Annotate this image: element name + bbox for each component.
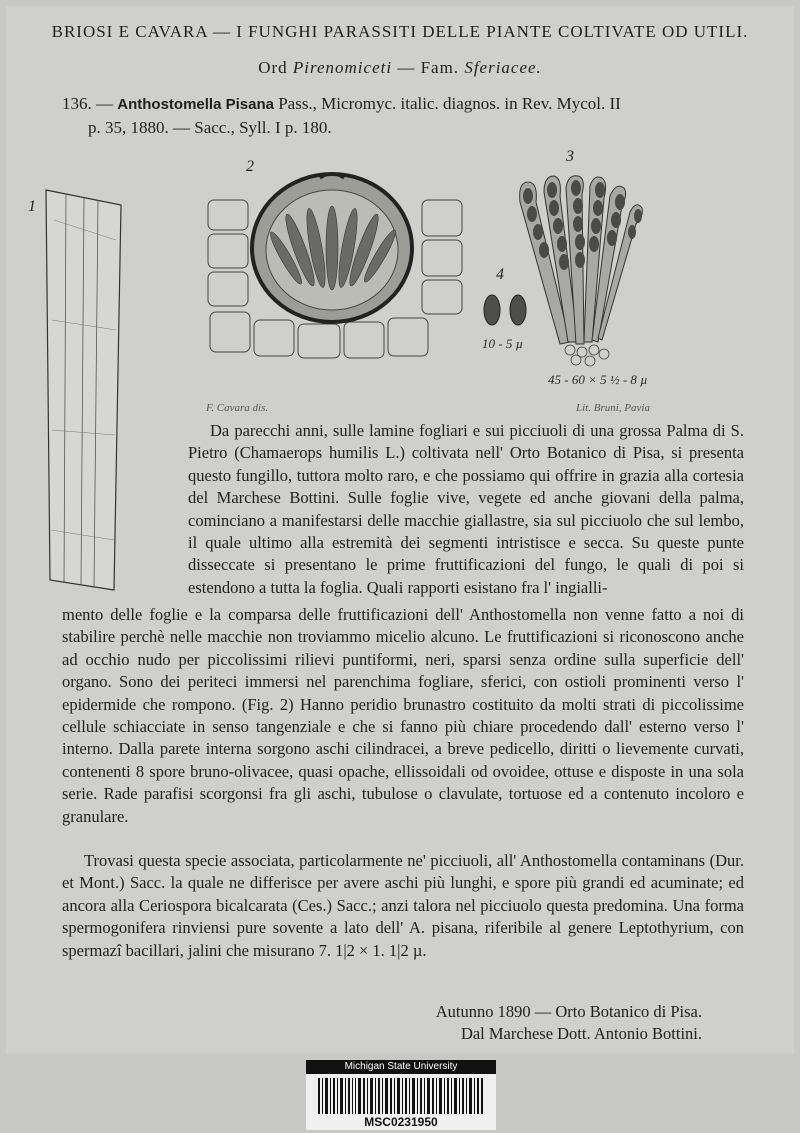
citation-line1: Pass., Micromyc. italic. diagnos. in Rev. Mycol. II — [278, 94, 621, 113]
paragraph-1-part-2: mento delle foglie e la comparsa delle fruttificazioni dell' Anthostomella non venne fatto a noi di stabilire perchè nelle macchie non troviammo micelio alcuno. Le fruttificazioni si riconoscono anche ad occhio nudo per piccolissimi rilievi puntiformi, neri, sparsi senza ordine sulla superficie dell' organo. Sono dei periteci immersi nel parenchima fogliare, sferici, con ostioli prominenti verso l' epidermide che rompono. (Fig. 2) Hanno peridio brunastro costituito da molti strati di piccolissime cellule schiacciate in senso tangenziale e che si fanno più chiare procedendo dall' esterno verso l' interno. Dalla parete interna sorgono aschi cilindracei, a breve pedicello, diritti o lievemente curvati, contenenti 8 spore bruno-olivacee, quasi opache, ellissoidali od ovoidee, ottuse e disposte in una sola serie. Rade parafisi scorgonsi fra gli aschi, tubulose o clavulate, tortuose ed a contenuto incoloro e granulare. — [62, 605, 744, 826]
figure-3-asci-drawing — [500, 172, 660, 372]
barcode-label — [306, 1060, 496, 1130]
figure-3-number: 3 — [566, 148, 574, 165]
figure-2-perithecium-drawing — [200, 170, 470, 370]
barcode-id: MSC0231950 — [364, 1115, 438, 1129]
paragraph-1-part-1: Da parecchi anni, sulle lamine fogliari e sui picciuoli di una grossa Palma di S. Pietro (Chamaerops humilis L.) coltivata nell' Orto Botanico di Pisa, si presenta questo fungillo, tuttora molto raro, e che possiamo qui offrire in grazia alla cortesia del Marchese Bottini. Sulle foglie vive, vegete ed anche giovani della palma, cominciano a manifestarsi delle macchie giallastre, sia sul picciuolo che sul lembo, il quale ultimo alla estremità dei segmenti intristisce e secca. Su queste punte disseccate si presentano le prime fruttificazioni del fungo, le quali di poi si estendono a tutta la foglia. Quali rapporti esistano fra l' ingialli- — [188, 421, 744, 597]
series-title: BRIOSI E CAVARA — I FUNGHI PARASSITI DELLE PIANTE COLTIVATE OD UTILI. — [51, 22, 749, 41]
family-name: Sferiacee. — [464, 58, 542, 77]
signature-date-place: Autunno 1890 — Orto Botanico di Pisa. — [435, 1002, 702, 1021]
species-citation — [62, 92, 762, 139]
order-name: Pirenomiceti — [292, 58, 393, 77]
figure-3-size: 45 - 60 × 5 ½ - 8 µ — [548, 372, 648, 387]
citation-line2: p. 35, 1880. — Sacc., Syll. I p. 180. — [88, 118, 332, 137]
figure-4-size: 10 - 5 µ — [482, 336, 524, 351]
figure-1-number: 1 — [28, 198, 36, 215]
lithographer-credit: Lit. Bruni, Pavia — [576, 402, 650, 414]
species-name: Anthostomella Pisana — [117, 96, 274, 113]
paragraph-2: Trovasi questa specie associata, particolarmente ne' picciuoli, all' Anthostomella contaminans (Dur. et Mont.) Sacc. la quale ne differisce per avere aschi più lunghi, e spore più grandi ed acuminate; ed ancora alla Ceriospora bicalcarata (Ces.) Sacc.; anzi talora nel picciuolo questa predomina. Una forma spermogonifera rinviensi pure sovente a lato dell' A. pisana, riferibile al genere Leptothyrium, con spermazî bacillari, jalini che misurano 7. 1|2 × 1. 1|2 µ. — [62, 851, 744, 960]
family-prefix: — Fam. — [397, 58, 460, 77]
barcode-bars — [318, 1078, 484, 1114]
order-family-line — [0, 58, 800, 78]
figure-1-leaf-drawing — [36, 180, 136, 600]
order-prefix: Ord — [258, 58, 288, 77]
signature-collector: Dal Marchese Dott. Antonio Bottini. — [460, 1024, 702, 1043]
figure-4-spores-drawing — [478, 290, 538, 330]
artist-credit: F. Cavara dis. — [206, 402, 269, 414]
figure-2-number: 2 — [246, 158, 254, 175]
entry-number: 136. — — [62, 94, 113, 113]
figure-4-number: 4 — [496, 266, 504, 283]
barcode-institution: Michigan State University — [306, 1060, 496, 1074]
